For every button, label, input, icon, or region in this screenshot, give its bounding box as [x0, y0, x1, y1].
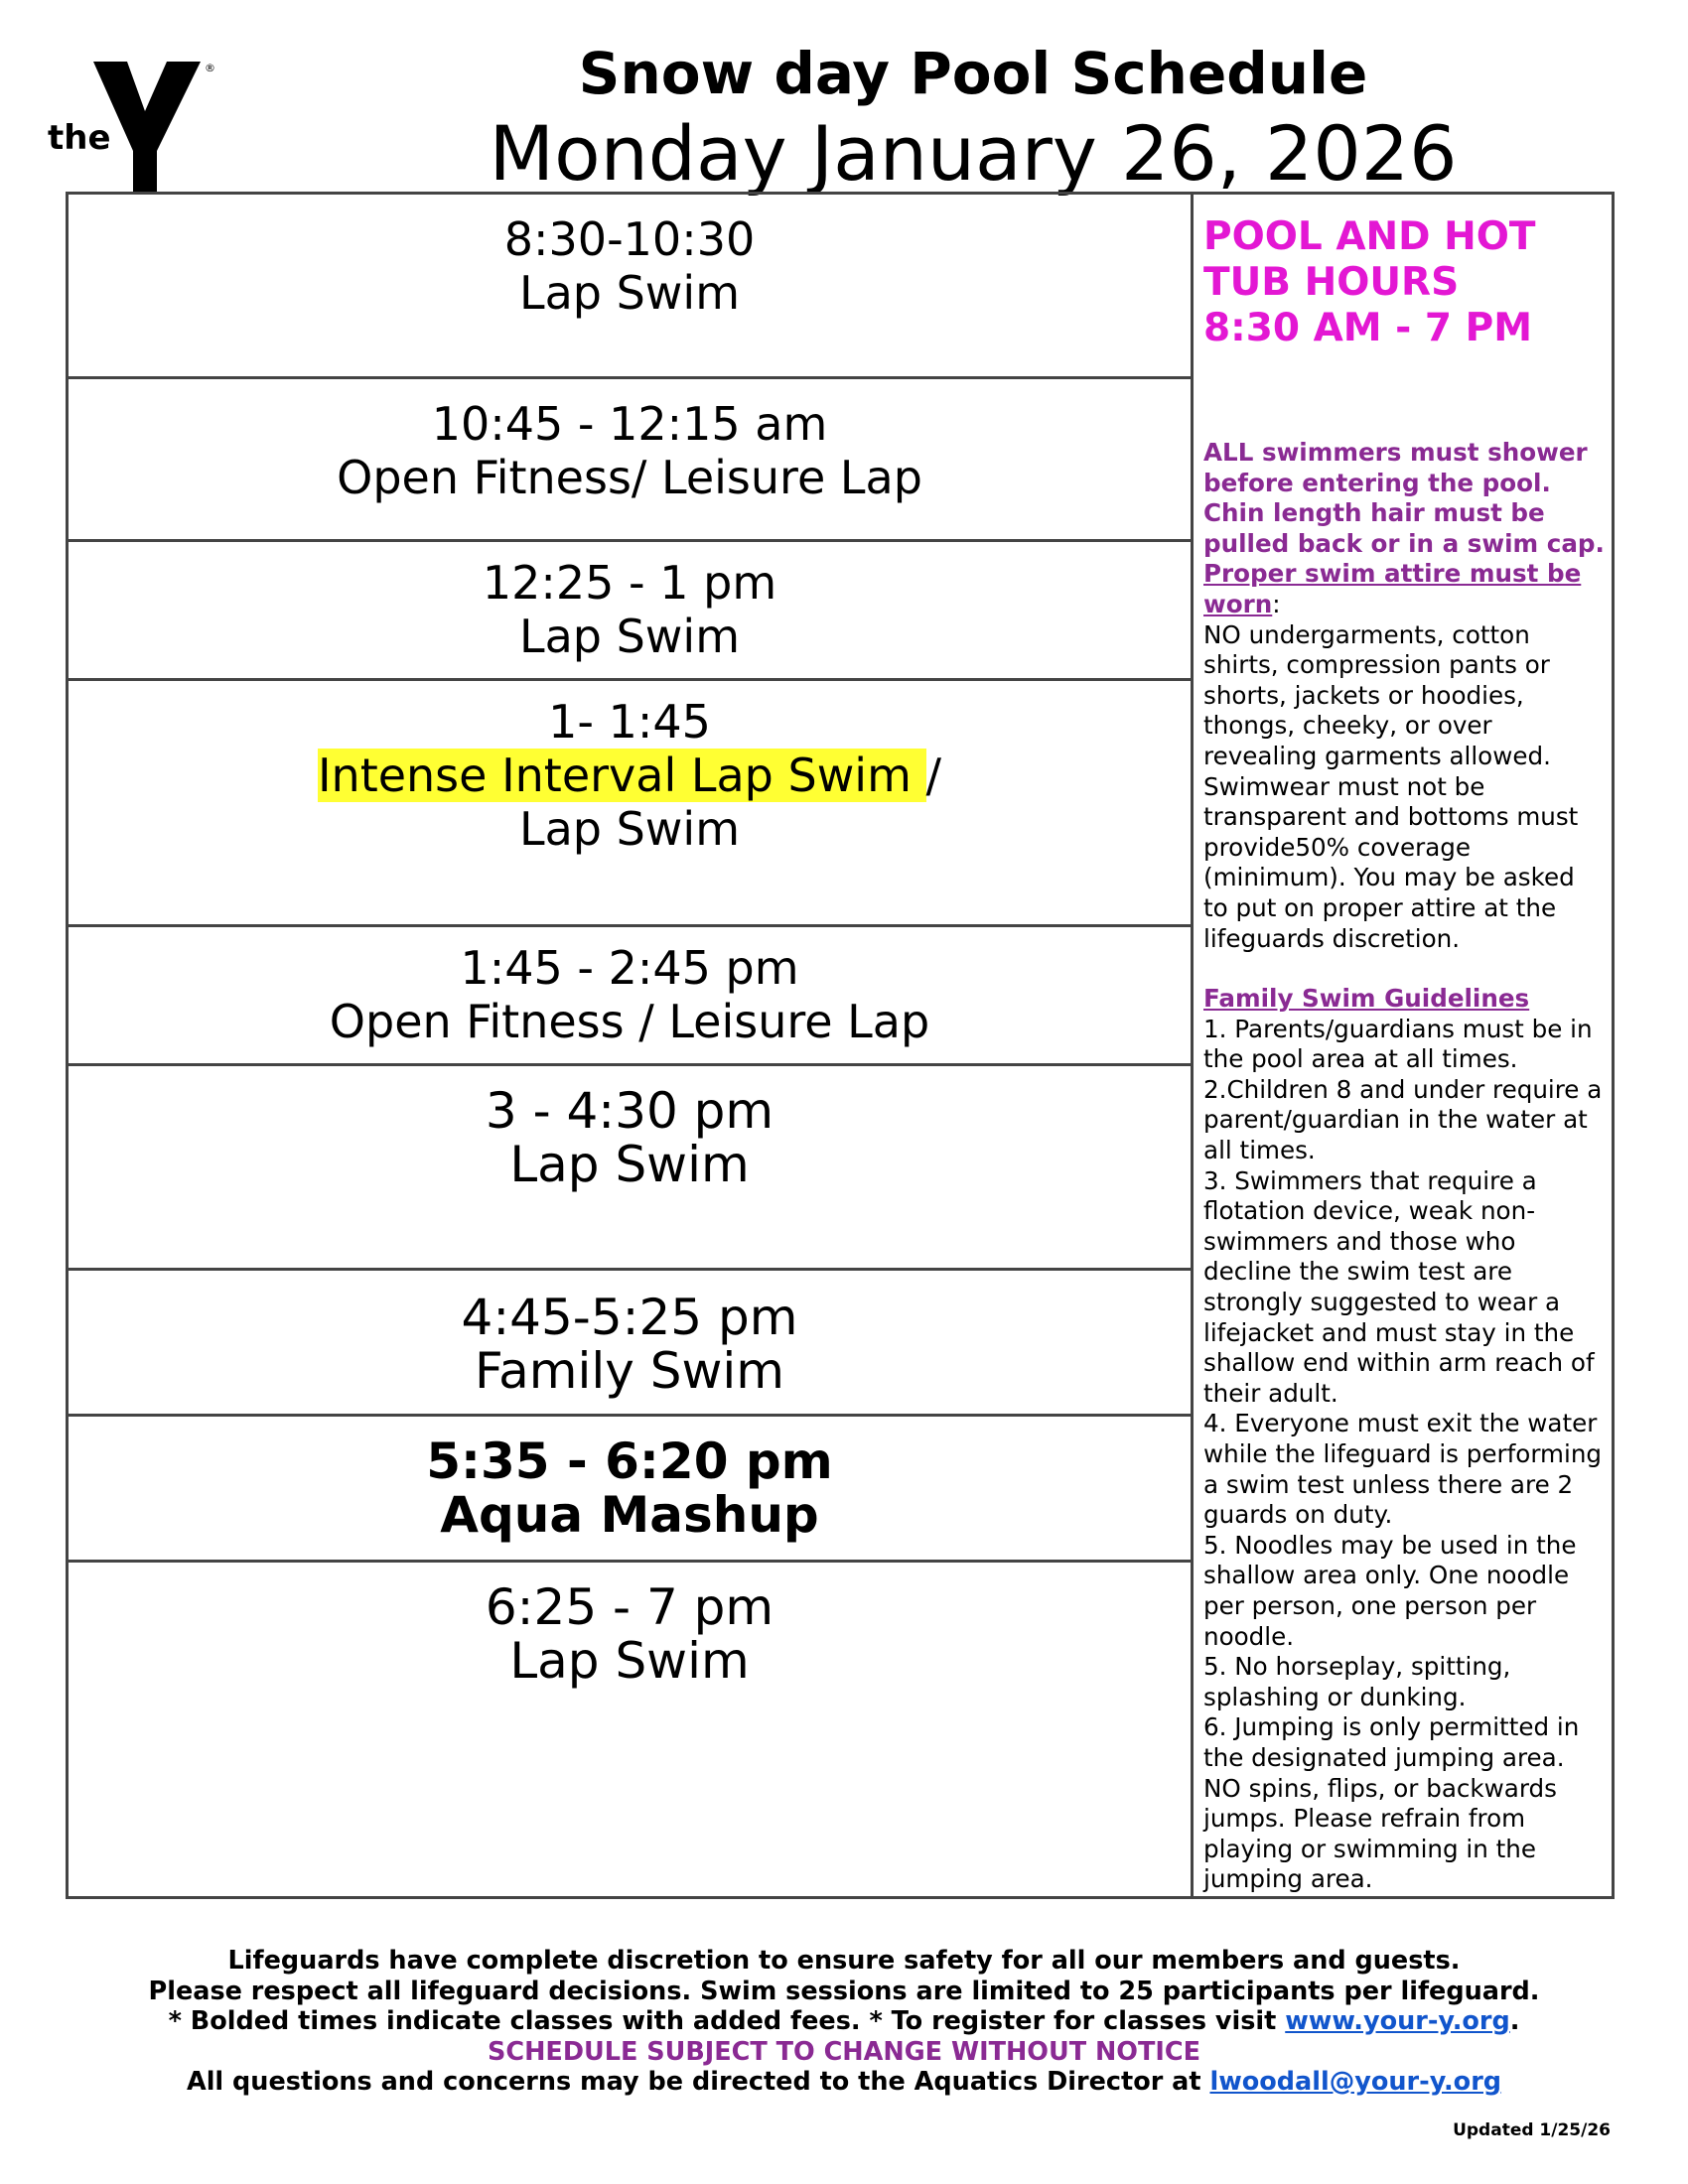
page-title: Snow day Pool Schedule	[578, 40, 1368, 107]
family-item: 4. Everyone must exit the water while the lifeguard is performing a swim test unless there are 2 guards on duty.	[1203, 1409, 1603, 1530]
slot-activity: Lap Swim	[518, 266, 741, 320]
slot-activity: Family Swim	[474, 1342, 784, 1400]
attire-heading: Proper swim attire must be worn	[1203, 559, 1582, 618]
slot-activity: Open Fitness / Leisure Lap	[329, 995, 930, 1048]
family-heading: Family Swim Guidelines	[1203, 984, 1530, 1014]
shower-rule: ALL swimmers must shower before entering the pool. Chin length hair must be pulled back or in a swim cap.	[1203, 438, 1605, 558]
hours-line: TUB HOURS	[1203, 260, 1460, 305]
slot-time: 3 - 4:30 pm	[485, 1082, 774, 1140]
footer-register-text: * Bolded times indicate classes with added fees. * To register for classes visit	[168, 2006, 1286, 2036]
schedule-slot	[69, 1271, 1191, 1417]
slot-time: 1- 1:45	[548, 695, 711, 749]
pool-rules	[1203, 438, 1606, 1895]
family-item: 1. Parents/guardians must be in the pool area at all times.	[1203, 1014, 1593, 1074]
schedule-slot	[69, 195, 1191, 379]
slot-activity: Aqua Mashup	[440, 1486, 819, 1544]
schedule-slot	[69, 542, 1191, 681]
logo-registered: ®	[205, 62, 215, 74]
family-item: 5. Noodles may be used in the shallow area only. One noodle per person, one person per noodle.	[1203, 1530, 1577, 1651]
footer-contact-line	[99, 2067, 1589, 2098]
family-item: 2.Children 8 and under require a parent/guardian in the water at all times.	[1203, 1074, 1603, 1165]
schedule-slot	[69, 1563, 1191, 1896]
slot-time: 5:35 - 6:20 pm	[426, 1433, 833, 1490]
schedule-slot	[69, 379, 1191, 542]
logo-sub: YMCA	[186, 153, 209, 185]
family-item: 5. No horseplay, spitting, splashing or dunking.	[1203, 1652, 1511, 1711]
slot-time: 8:30-10:30	[503, 212, 756, 266]
attire-rule: NO undergarments, cotton shirts, compression pants or shorts, jackets or hoodies, thongs, cheeky, or over revealing garments allowed. Swimwear must not be transparent and bottoms must provide50% coverage (minimum). You may be asked to put on proper attire at the lifeguards discretion.	[1203, 619, 1579, 953]
slot-time: 12:25 - 1 pm	[482, 556, 777, 610]
family-item: 3. Swimmers that require a flotation device, weak non-swimmers and those who decline the swim test are strongly suggested to wear a lifejacket and must stay in the shallow end within arm reach of their adult.	[1203, 1165, 1595, 1408]
family-item: 6. Jumping is only permitted in the designated jumping area. NO spins, flips, or backwards jumps. Please refrain from playing or swimming in the jumping area.	[1203, 1712, 1580, 1894]
slot-time: 6:25 - 7 pm	[485, 1578, 774, 1636]
schedule-frame	[66, 192, 1615, 1899]
slot-activity: Open Fitness/ Leisure Lap	[337, 451, 922, 504]
highlighted-activity: Intense Interval Lap Swim	[317, 749, 926, 802]
page-date: Monday January 26, 2026	[489, 109, 1458, 198]
email-link[interactable]: lwoodall@your-y.org	[1209, 2067, 1502, 2097]
footer-line: Please respect all lifeguard decisions. Swim sessions are limited to 25 participants per lifeguard.	[148, 1976, 1540, 2006]
ymca-logo	[46, 60, 224, 199]
slot-time: 10:45 - 12:15 am	[431, 397, 828, 451]
logo-word: the	[48, 118, 111, 158]
footer-line: Lifeguards have complete discretion to ensure safety for all our members and guests.	[227, 1946, 1461, 1976]
ymca-logo-mark	[46, 60, 224, 199]
slot-time: 1:45 - 2:45 pm	[460, 941, 799, 995]
hours-line: POOL AND HOT	[1203, 214, 1536, 259]
activity-separator: /	[925, 749, 942, 802]
schedule-slot	[69, 1066, 1191, 1271]
footer	[99, 1946, 1589, 2098]
schedule-slot	[69, 927, 1191, 1066]
slot-time: 4:45-5:25 pm	[461, 1289, 798, 1346]
attire-heading-line	[1203, 559, 1581, 618]
slot-activity: Lap Swim	[509, 1136, 750, 1193]
hours-time: 8:30 AM - 7 PM	[1203, 306, 1533, 350]
footer-period: .	[1509, 2006, 1520, 2036]
website-link[interactable]: www.your-y.org	[1285, 2006, 1510, 2036]
slot-activity: Lap Swim	[509, 1632, 750, 1690]
schedule-column	[69, 195, 1194, 1896]
slot-activity: Lap Swim	[518, 802, 741, 856]
attire-colon: :	[1272, 589, 1281, 618]
schedule-notice: SCHEDULE SUBJECT TO CHANGE WITHOUT NOTICE	[487, 2036, 1200, 2067]
footer-register-line	[99, 2006, 1589, 2037]
schedule-slot	[69, 681, 1191, 927]
updated-date: Updated 1/25/26	[1453, 2120, 1611, 2140]
schedule-slot	[69, 1417, 1191, 1563]
slot-activity: Lap Swim	[518, 610, 741, 663]
slot-activity-mixed	[69, 749, 1191, 802]
footer-contact-text: All questions and concerns may be directed to the Aquatics Director at	[186, 2067, 1210, 2097]
pool-hours	[1203, 214, 1536, 351]
